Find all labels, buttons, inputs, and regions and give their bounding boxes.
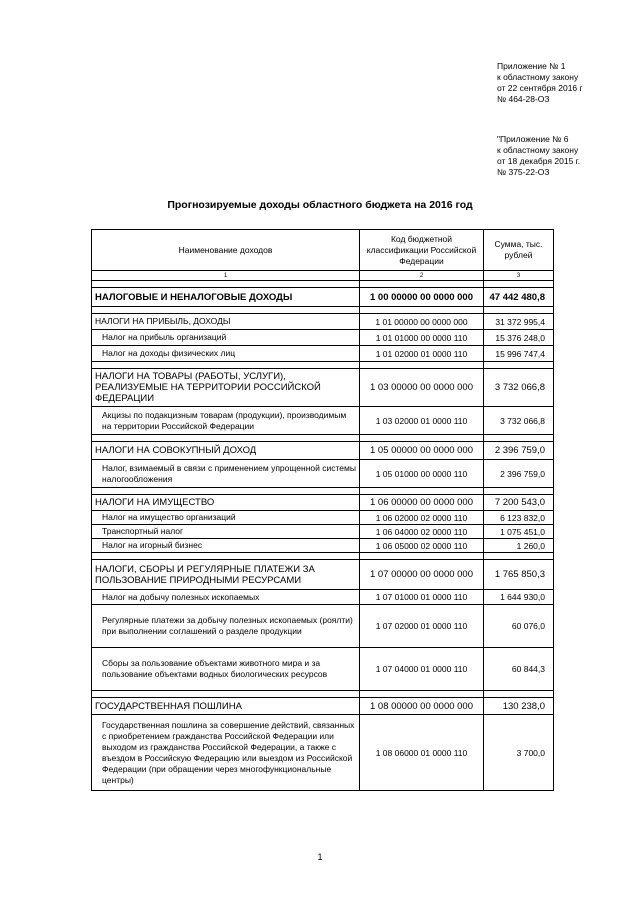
table-row — [92, 511, 554, 525]
table-row — [92, 407, 554, 435]
row-code: 1 05 01000 00 0000 110 — [360, 460, 484, 488]
table-row — [92, 442, 554, 460]
row-name: Налог на прибыль организаций — [92, 330, 360, 346]
appendix-1-line: от 22 сентября 2016 г — [497, 83, 583, 93]
table-row — [92, 369, 554, 407]
column-number: 3 — [484, 271, 554, 281]
row-code: 1 08 06000 01 0000 110 — [360, 715, 484, 791]
appendix-6-line: № 375-22-ОЗ — [497, 167, 550, 177]
row-name: Налог на имущество организаций — [92, 511, 360, 525]
column-number-row — [92, 271, 554, 281]
appendix-6-note — [497, 134, 580, 178]
row-code: 1 08 00000 00 0000 000 — [360, 698, 484, 715]
table-row — [92, 314, 554, 330]
row-code: 1 03 00000 00 0000 000 — [360, 369, 484, 407]
appendix-1-line: Приложение № 1 — [497, 61, 566, 71]
row-name: Государственная пошлина за совершение действий, связанных с приобретением гражданства Российской Федерации или выходом из гражданства Российской Федерации, а также с въездом в Российскую Федерацию или выездом из Российской Федерации (при обращении через многофункциональные центры) — [92, 715, 360, 791]
header-sum: Сумма, тыс. рублей — [484, 230, 554, 271]
row-code: 1 07 04000 01 0000 110 — [360, 648, 484, 691]
row-name: НАЛОГОВЫЕ И НЕНАЛОГОВЫЕ ДОХОДЫ — [92, 288, 360, 307]
appendix-6-line: "Приложение № 6 — [497, 134, 569, 144]
page-title: Прогнозируемые доходы областного бюджета на 2016 год — [167, 199, 473, 211]
row-name: Сборы за пользование объектами животного мира и за пользование объектами водных биологических ресурсов — [92, 648, 360, 691]
row-code: 1 05 00000 00 0000 000 — [360, 442, 484, 460]
row-code: 1 07 01000 01 0000 110 — [360, 590, 484, 605]
row-sum: 15 376 248,0 — [484, 330, 554, 346]
row-name: Акцизы по подакцизным товарам (продукции), производимым на территории Российской Федерации — [92, 407, 360, 435]
header-name: Наименование доходов — [92, 230, 360, 271]
table-row — [92, 525, 554, 539]
row-name: Налог, взимаемый в связи с применением упрощенной системы налогообложения — [92, 460, 360, 488]
row-sum: 1 765 850,3 — [484, 560, 554, 590]
row-sum: 3 732 066,8 — [484, 369, 554, 407]
row-name: НАЛОГИ НА СОВОКУПНЫЙ ДОХОД — [92, 442, 360, 460]
row-code: 1 06 04000 02 0000 110 — [360, 525, 484, 539]
table-row — [92, 698, 554, 715]
page-number: 1 — [317, 852, 323, 862]
row-name: Налог на игорный бизнес — [92, 539, 360, 553]
appendix-6-line: к областному закону — [497, 145, 579, 155]
table-row — [92, 288, 554, 307]
header-code: Код бюджетной классификации Российской Федерации — [360, 230, 484, 271]
row-name: НАЛОГИ, СБОРЫ И РЕГУЛЯРНЫЕ ПЛАТЕЖИ ЗА ПОЛЬЗОВАНИЕ ПРИРОДНЫМИ РЕСУРСАМИ — [92, 560, 360, 590]
row-name: Налог на доходы физических лиц — [92, 346, 360, 362]
row-name: НАЛОГИ НА ИМУЩЕСТВО — [92, 495, 360, 511]
table-row — [92, 495, 554, 511]
row-name: Налог на добычу полезных ископаемых — [92, 590, 360, 605]
row-code: 1 03 02000 01 0000 110 — [360, 407, 484, 435]
table-row — [92, 460, 554, 488]
table-row — [92, 605, 554, 648]
table-row — [92, 539, 554, 553]
table-header-row — [92, 230, 554, 271]
row-sum: 1 075 451,0 — [484, 525, 554, 539]
row-sum: 31 372 995,4 — [484, 314, 554, 330]
row-name: НАЛОГИ НА ПРИБЫЛЬ, ДОХОДЫ — [92, 314, 360, 330]
appendix-6-line: от 18 декабря 2015 г. — [497, 156, 581, 166]
table-row — [92, 330, 554, 346]
row-name: НАЛОГИ НА ТОВАРЫ (РАБОТЫ, УСЛУГИ), РЕАЛИЗУЕМЫЕ НА ТЕРРИТОРИИ РОССИЙСКОЙ ФЕДЕРАЦИИ — [92, 369, 360, 407]
appendix-1-line: № 464-28-ОЗ — [497, 94, 550, 104]
row-code: 1 06 02000 02 0000 110 — [360, 511, 484, 525]
column-number: 2 — [360, 271, 484, 281]
row-sum: 2 396 759,0 — [484, 442, 554, 460]
row-code: 1 01 02000 01 0000 110 — [360, 346, 484, 362]
row-name: ГОСУДАРСТВЕННАЯ ПОШЛИНА — [92, 698, 360, 715]
row-sum: 47 442 480,8 — [484, 288, 554, 307]
row-code: 1 07 02000 01 0000 110 — [360, 605, 484, 648]
row-code: 1 01 01000 00 0000 110 — [360, 330, 484, 346]
row-code: 1 06 00000 00 0000 000 — [360, 495, 484, 511]
revenue-table — [91, 229, 554, 791]
row-sum: 15 996 747,4 — [484, 346, 554, 362]
row-sum: 60 076,0 — [484, 605, 554, 648]
table-row — [92, 560, 554, 590]
row-sum: 6 123 832,0 — [484, 511, 554, 525]
row-sum: 3 700,0 — [484, 715, 554, 791]
row-sum: 3 732 066,8 — [484, 407, 554, 435]
appendix-1-line: к областному закону — [497, 72, 579, 82]
table-row — [92, 648, 554, 691]
row-sum: 1 644 930,0 — [484, 590, 554, 605]
row-sum: 1 260,0 — [484, 539, 554, 553]
row-name: Регулярные платежи за добычу полезных ископаемых (роялти) при выполнении соглашений о разделе продукции — [92, 605, 360, 648]
row-sum: 60 844,3 — [484, 648, 554, 691]
row-name: Транспортный налог — [92, 525, 360, 539]
row-code: 1 00 00000 00 0000 000 — [360, 288, 484, 307]
row-sum: 130 238,0 — [484, 698, 554, 715]
row-code: 1 06 05000 02 0000 110 — [360, 539, 484, 553]
table-row — [92, 346, 554, 362]
column-number: 1 — [92, 271, 360, 281]
row-sum: 2 396 759,0 — [484, 460, 554, 488]
appendix-1-note — [497, 61, 583, 105]
table-row — [92, 715, 554, 791]
row-code: 1 01 00000 00 0000 000 — [360, 314, 484, 330]
row-code: 1 07 00000 00 0000 000 — [360, 560, 484, 590]
row-sum: 7 200 543,0 — [484, 495, 554, 511]
table-row — [92, 590, 554, 605]
